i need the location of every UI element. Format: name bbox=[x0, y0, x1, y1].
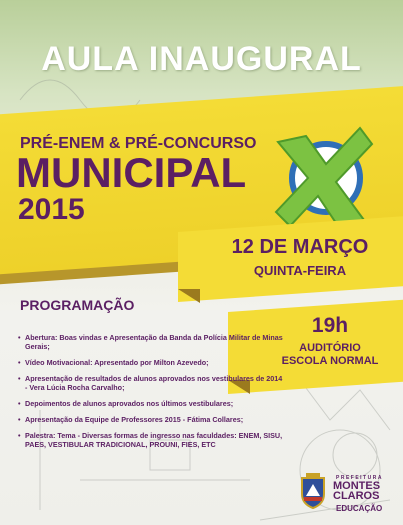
headline: MUNICIPAL bbox=[16, 149, 247, 196]
logo-city: MONTES CLAROS bbox=[333, 480, 381, 502]
date-ribbon-fold bbox=[178, 289, 200, 303]
year: 2015 bbox=[18, 193, 85, 226]
list-item: • Apresentação da Equipe de Professores 2015 - Fátima Collares; bbox=[18, 415, 286, 424]
list-item: • Abertura: Boas vindas e Apresentação da Banda da Polícia Militar de Minas Gerais; bbox=[18, 333, 286, 351]
list-item: • Vídeo Motivacional: Apresentado por Milton Azevedo; bbox=[18, 358, 286, 367]
event-time: 19h bbox=[311, 314, 349, 337]
subtitle: PRÉ-ENEM & PRÉ-CONCURSO bbox=[20, 135, 257, 152]
logo-department: EDUCAÇÃO bbox=[336, 504, 383, 513]
program-list bbox=[18, 333, 286, 456]
program-heading: PROGRAMAÇÃO bbox=[20, 297, 135, 313]
list-item: • Apresentação de resultados de alunos aprovados nos vestibulares de 2014 - Vera Lúcia Rocha Carvalho; bbox=[18, 374, 286, 392]
logo-prefeitura: PREFEITURA bbox=[336, 475, 383, 481]
x-logo-icon bbox=[268, 122, 378, 232]
event-weekday: QUINTA-FEIRA bbox=[253, 263, 347, 278]
list-item: • Depoimentos de alunos aprovados nos últimos vestibulares; bbox=[18, 399, 286, 408]
venue-line-1: AUDITÓRIO bbox=[299, 342, 361, 354]
venue-line-2: ESCOLA NORMAL bbox=[281, 355, 379, 367]
city-crest-icon bbox=[298, 472, 328, 510]
list-item: • Palestra: Tema - Diversas formas de ingresso nas faculdades: ENEM, SISU, PAES, VESTIBULAR TRADICIONAL, PROUNI, FIES, ETC bbox=[18, 431, 286, 449]
event-date: 12 DE MARÇO bbox=[231, 236, 369, 258]
main-title: AULA INAUGURAL bbox=[41, 40, 362, 78]
